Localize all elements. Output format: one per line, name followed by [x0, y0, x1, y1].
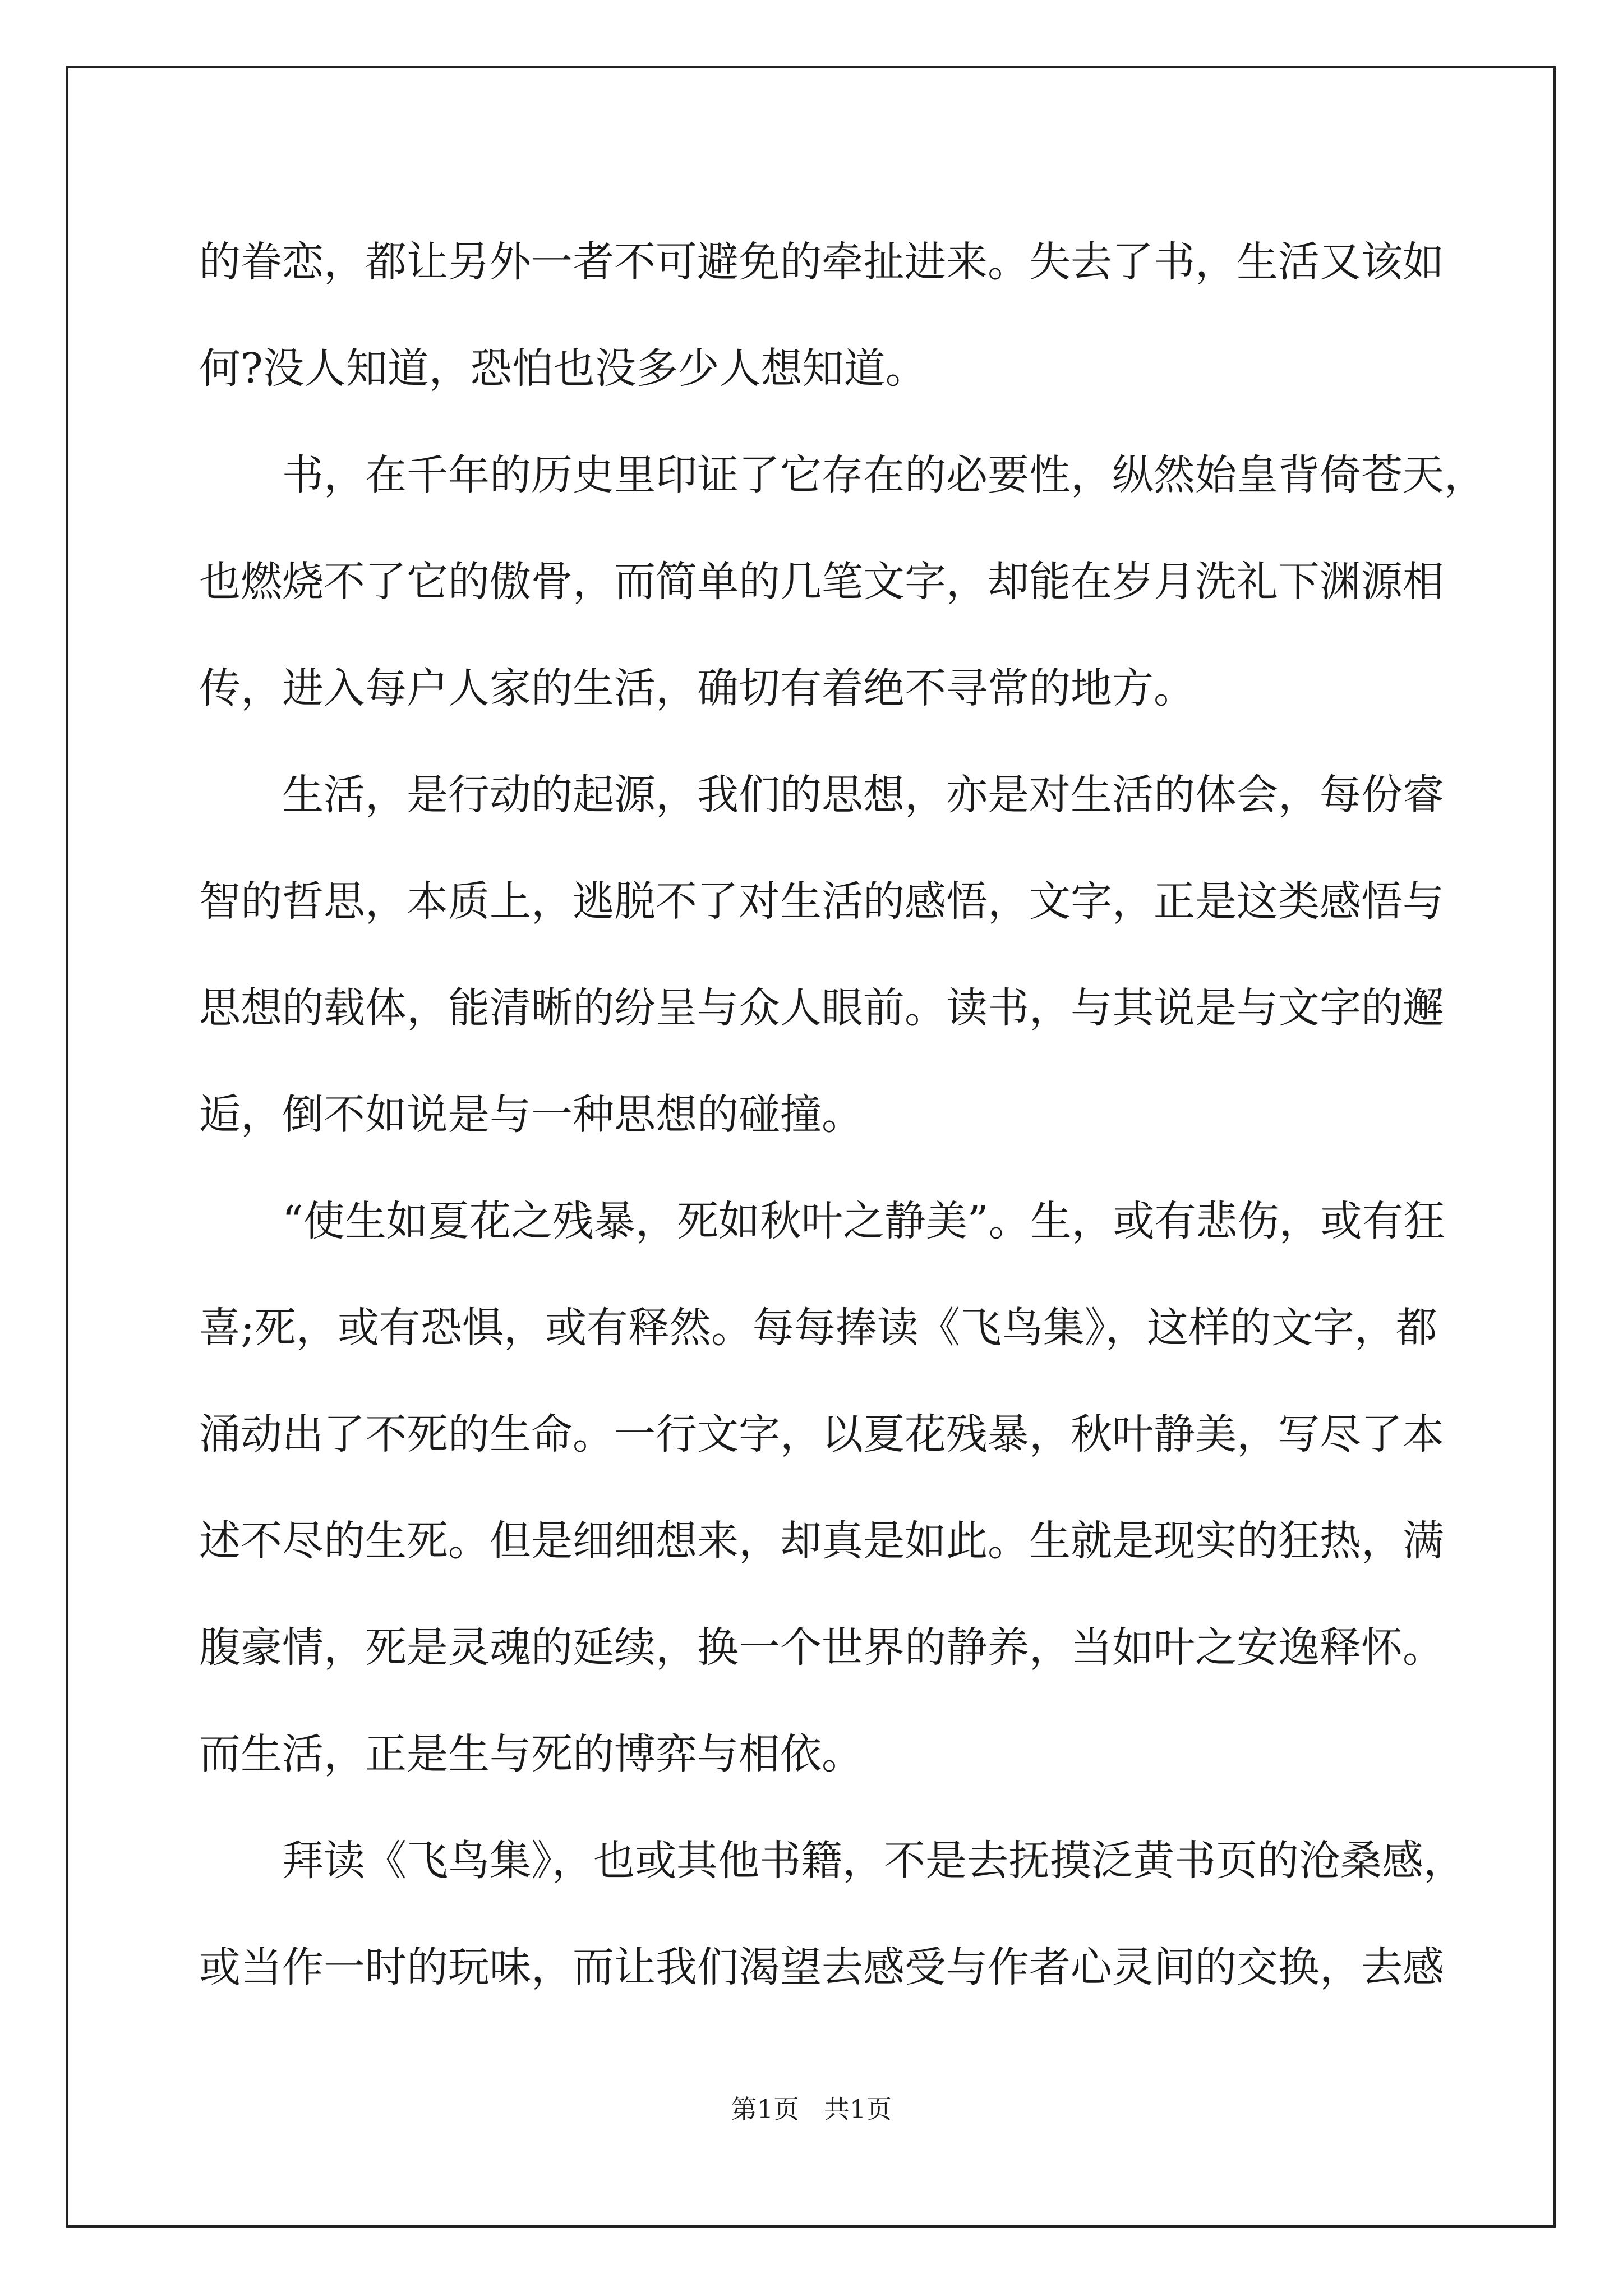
text-line: 传，进入每户人家的生活，确切有着绝不寻常的地方。: [199, 664, 1195, 712]
page-number: 第1页: [731, 2094, 800, 2124]
paragraph: [199, 422, 1486, 742]
text-line: 腹豪情，死是灵魂的延续，换一个世界的静养，当如叶之安逸释怀。: [199, 1623, 1444, 1672]
page-footer: [0, 2092, 1623, 2126]
page-total: 共1页: [823, 2094, 892, 2124]
text-line: 何?没人知道，恐怕也没多少人想知道。: [199, 344, 927, 393]
text-line: 逅，倒不如说是与一种思想的碰撞。: [199, 1091, 863, 1139]
paragraph: [199, 209, 1444, 422]
paragraph: [199, 1168, 1445, 1807]
text-line: 或当作一时的玩味，而让我们渴望去感受与作者心灵间的交换，去感: [199, 1943, 1444, 1991]
text-line: 智的哲思，本质上，逃脱不了对生活的感悟，文字，正是这类感悟与: [199, 877, 1444, 926]
text-line: 生活，是行动的起源，我们的思想，亦是对生活的体会，每份睿: [282, 771, 1444, 819]
document-body: [199, 209, 1486, 2021]
text-line: 也燃烧不了它的傲骨，而简单的几笔文字，却能在岁月洗礼下渊源相: [199, 558, 1444, 606]
text-line: 喜;死，或有恐惧，或有释然。每每捧读《飞鸟集》，这样的文字，都: [199, 1304, 1437, 1352]
text-line: 述不尽的生死。但是细细想来，却真是如此。生就是现实的狂热，满: [199, 1517, 1444, 1565]
text-line: 拜读《飞鸟集》，也或其他书籍，不是去抚摸泛黄书页的沧桑感，: [282, 1837, 1465, 1885]
paragraph: [199, 742, 1444, 1168]
text-line: 思想的载体，能清晰的纷呈与众人眼前。读书，与其说是与文字的邂: [199, 984, 1444, 1032]
text-line: 的眷恋，都让另外一者不可避免的牵扯进来。失去了书，生活又该如: [199, 238, 1444, 286]
text-line: 书，在千年的历史里印证了它存在的必要性，纵然始皇背倚苍天，: [282, 451, 1486, 499]
text-line: “使生如夏花之残暴，死如秋叶之静美”。生，或有悲伤，或有狂: [282, 1197, 1445, 1245]
paragraph: [199, 1807, 1465, 2021]
text-line: 涌动出了不死的生命。一行文字，以夏花残暴，秋叶静美，写尽了本: [199, 1410, 1444, 1458]
text-line: 而生活，正是生与死的博弈与相依。: [199, 1730, 863, 1778]
